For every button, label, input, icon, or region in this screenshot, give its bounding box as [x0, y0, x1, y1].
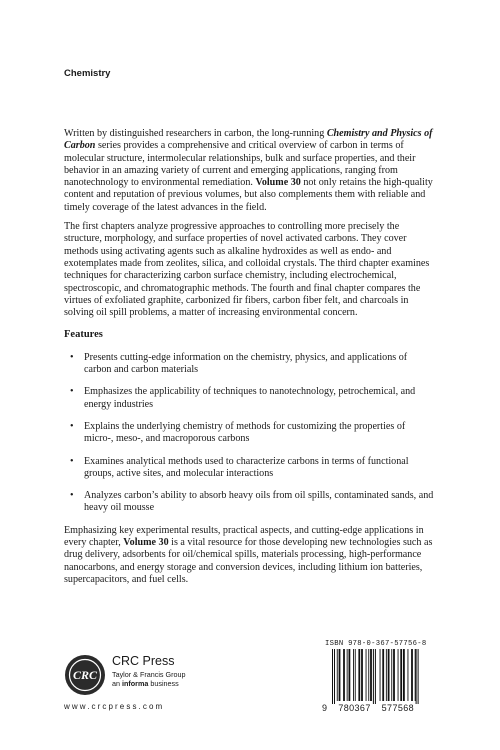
barcode-bar: [366, 649, 367, 701]
barcode-guard-bar: [373, 649, 374, 704]
publisher-block: [64, 650, 204, 710]
bullet-icon: •: [70, 490, 74, 502]
intro-paragraph-2: The first chapters analyze progressive approaches to controlling more precisely the structure, morphology, and surface properties of novel activated carbons. They cover methods using activating agents such as alkaline hydroxides as well as endo- and exotemplates made from zeolites, silica, and colloidal crystals. The third chapter examines techniques for characterizing carbon surface chemistry, including electrochemical, spectroscopic, and chromatographic methods. The fourth and final chapter compares the virtues of exfoliated graphite, carbonized fir fibers, carbon fiber felt, and charcoals in solving oil spill problems, a matter of increasing environmental concern.: [64, 221, 430, 319]
barcode-bar: [361, 649, 363, 701]
publisher-group-info: [112, 670, 186, 688]
publisher-business: [112, 679, 186, 688]
feature-text: Presents cutting-edge information on the chemistry, physics, and applications of carbon and carbon materials: [84, 351, 408, 376]
barcode-digits-right: 577568: [381, 703, 415, 713]
barcode-bar: [400, 649, 402, 701]
publisher-name: CRC Press: [112, 654, 175, 668]
features-heading: Features: [64, 329, 103, 341]
barcode-bar: [349, 649, 351, 701]
features-list: [64, 352, 436, 515]
barcode-bar: [415, 649, 416, 701]
publisher-group: Taylor & Francis Group: [112, 670, 186, 679]
barcode-bar: [343, 649, 345, 701]
barcode-bar: [411, 649, 413, 701]
intro-text-b: series provides a comprehensive and critical overview of carbon in terms of molecular structure, intermolecular relationships, bulk and surface properties, and their behavior in an amazing variety of current and emerging applications, ranging from nanotechnology to environmental remediation.: [64, 140, 416, 189]
barcode-bar: [408, 649, 409, 701]
barcode-bar: [355, 649, 356, 701]
closing-volume-label: Volume 30: [123, 537, 169, 549]
logo-text: CRC: [72, 668, 98, 682]
intro-paragraph-1: [64, 128, 436, 214]
barcode-bar: [347, 649, 348, 701]
barcode-bars: [322, 649, 440, 704]
barcode-bar: [380, 649, 381, 701]
business-suffix: business: [148, 679, 179, 688]
crc-logo-icon: [64, 654, 106, 696]
barcode-bar: [353, 649, 354, 701]
feature-item: [64, 456, 436, 481]
isbn-text: ISBN 978-0-367-57756-8: [325, 640, 427, 648]
feature-text: Analyzes carbon’s ability to absorb heavy oils from oil spills, contaminated sands, and heavy oil mousse: [84, 490, 434, 514]
feature-item: [64, 386, 436, 411]
publisher-url: www.crcpress.com: [64, 702, 165, 711]
intro-text-a: Written by distinguished researchers in carbon, the long-running: [64, 128, 327, 139]
bullet-icon: •: [70, 455, 74, 467]
back-cover-description: [64, 128, 436, 593]
feature-text: Examines analytical methods used to characterize carbons in terms of functional groups, active sites, and molecular interactions: [84, 455, 409, 479]
barcode-bar: [388, 649, 390, 701]
feature-text: Emphasizes the applicability of techniques to nanotechnology, petrochemical, and energy industries: [84, 386, 416, 410]
barcode-bar: [370, 649, 372, 701]
barcode-digits: [322, 703, 440, 713]
barcode-guard-bar: [418, 649, 419, 704]
business-prefix: an: [112, 679, 122, 688]
barcode-digit-lead: 9: [322, 703, 328, 713]
barcode-guard-bar: [416, 649, 417, 704]
category-label: Chemistry: [64, 68, 111, 79]
feature-item: [64, 352, 436, 377]
barcode-bar: [403, 649, 405, 701]
intro-text-c: not only retains the high-quality content and reputation of previous volumes, but also complements them with reliable and timely coverage of the latest advances in the field.: [64, 177, 433, 213]
feature-text: Explains the underlying chemistry of methods for customizing the properties of micro-, meso-, and macroporous carbons: [84, 420, 406, 445]
barcode-guard-bar: [334, 649, 335, 704]
closing-paragraph: [64, 525, 436, 586]
bullet-icon: •: [70, 351, 74, 363]
closing-text-a: Emphasizing key experimental results, practical aspects, and cutting-edge applications in every chapter,: [64, 524, 424, 549]
barcode-bar: [382, 649, 384, 701]
barcode-bar: [398, 649, 399, 701]
barcode-bar: [368, 649, 369, 701]
barcode-guard-bar: [375, 649, 376, 704]
barcode-bar: [358, 649, 360, 701]
closing-text-b: is a vital resource for those developing new technologies such as drug delivery, adsorbents for oil/chemical spills, materials processing, high-performance nanocarbons, and energy storage and conversion devices, including lithium ion batteries, supercapacitors, and fuel cells.: [64, 537, 433, 585]
series-title: Chemistry and Physics of Carbon: [64, 128, 433, 152]
bullet-icon: •: [70, 386, 74, 398]
barcode-guard-bar: [332, 649, 333, 704]
barcode-bar: [386, 649, 387, 701]
barcode-bar: [391, 649, 392, 701]
volume-label: Volume 30: [255, 177, 301, 189]
barcode-bar: [337, 649, 338, 701]
business-brand: informa: [122, 679, 149, 688]
isbn-barcode: [322, 640, 440, 716]
barcode-digits-left: 780367: [338, 703, 371, 713]
feature-item: [64, 490, 436, 515]
barcode-bar: [393, 649, 395, 701]
feature-item: [64, 421, 436, 446]
bullet-icon: •: [70, 420, 74, 432]
barcode-bar: [339, 649, 341, 701]
